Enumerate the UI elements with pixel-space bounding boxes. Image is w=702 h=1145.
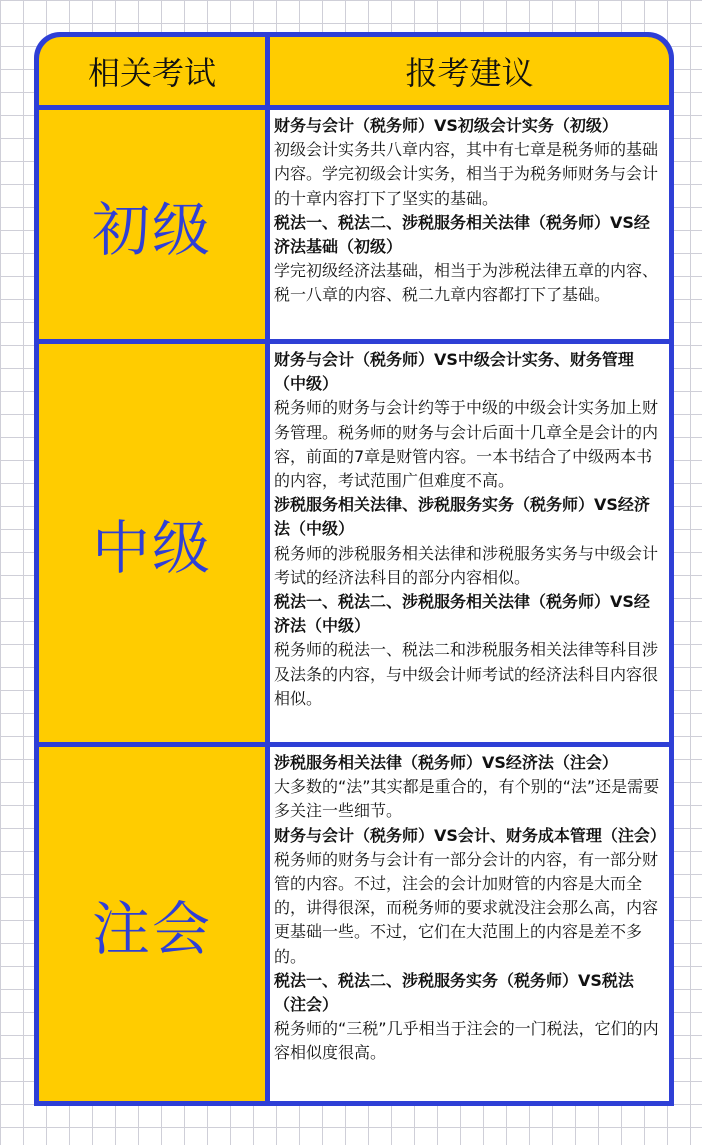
advice-cell-cpa [270,747,669,1101]
advice-title: 财务与会计（税务师）VS初级会计实务（初级） [274,116,618,135]
comparison-table [34,32,674,1106]
advice-title: 涉税服务相关法律、涉税服务实务（税务师）VS经济法（中级） [274,495,650,539]
advice-text: 税务师的财务与会计有一部分会计的内容，有一部分财管的内容。不过，注会的会计加财管的内容是大而全的，讲得很深，而税务师的要求就没注会那么高，内容更基础一些。不过，它们在大范围上的内容是差不多的。 [274,849,659,966]
level-cell-junior: 初级 [39,110,265,339]
header-advice: 报考建议 [270,37,669,105]
advice-title: 涉税服务相关法律（税务师）VS经济法（注会） [274,753,618,772]
level-cell-intermediate: 中级 [39,344,265,742]
advice-title: 财务与会计（税务师）VS会计、财务成本管理（注会） [274,825,666,845]
advice-text: 税务师的“三税”几乎相当于注会的一门税法，它们的内容相似度很高。 [274,1019,659,1063]
advice-title: 税法一、税法二、涉税服务相关法律（税务师）VS经济法（中级） [274,592,650,636]
advice-text: 税务师的财务与会计约等于中级的中级会计实务加上财务管理。税务师的财务与会计后面十几章全是会计的内容，前面的7章是财管内容。一本书结合了中级两本书的内容，考试范围广但难度不高。 [274,398,659,491]
advice-text: 初级会计实务共八章内容，其中有七章是税务师的基础内容。学完初级会计实务，相当于为税务师财务与会计的十章内容打下了坚实的基础。 [274,140,659,208]
advice-text: 税务师的涉税服务相关法律和涉税服务实务与中级会计考试的经济法科目的部分内容相似。 [274,543,659,587]
advice-cell-intermediate [270,344,669,742]
advice-title: 税法一、税法二、涉税服务实务（税务师）VS税法（注会） [274,970,634,1015]
advice-text: 学完初级经济法基础，相当于为涉税法律五章的内容、税一八章的内容、税二九章内容都打下了基础。 [274,261,659,305]
advice-text: 税务师的税法一、税法二和涉税服务相关法律等科目涉及法条的内容，与中级会计师考试的经济法科目内容很相似。 [274,640,659,708]
header-related-exam: 相关考试 [39,37,265,105]
level-cell-cpa: 注会 [39,747,265,1101]
advice-title: 税法一、税法二、涉税服务相关法律（税务师）VS经济法基础（初级） [274,212,650,257]
advice-title: 财务与会计（税务师）VS中级会计实务、财务管理（中级） [274,350,634,394]
advice-text: 大多数的“法”其实都是重合的，有个别的“法”还是需要多关注一些细节。 [274,777,660,821]
advice-cell-junior [270,110,669,339]
